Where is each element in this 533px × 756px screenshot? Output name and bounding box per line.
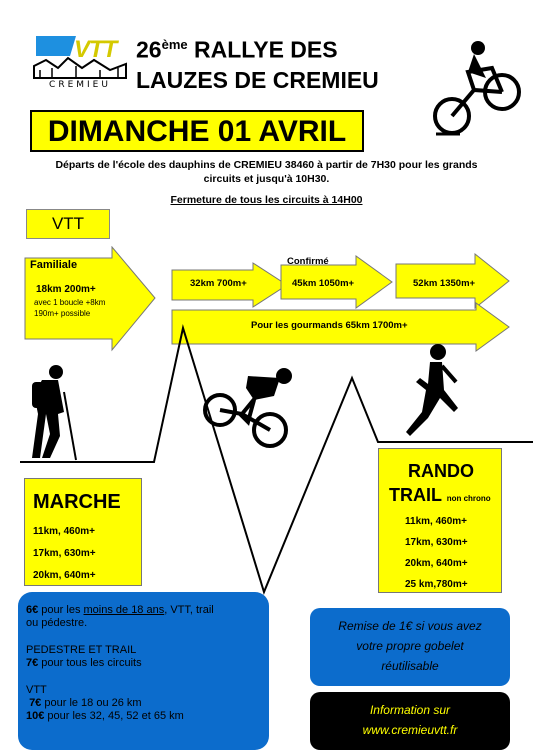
remise-line3: réutilisable	[381, 659, 439, 673]
familiale-title: Familiale	[30, 259, 78, 271]
list-item: 17km, 630m+	[405, 537, 468, 548]
information-box	[310, 692, 510, 750]
hiker-icon	[28, 364, 90, 462]
familiale-note2: 190m+ possible	[34, 309, 91, 318]
list-item: 17km, 630m+	[33, 548, 96, 559]
remise-box	[310, 608, 510, 686]
date-banner: DIMANCHE 01 AVRIL	[30, 110, 364, 152]
title-line2: LAUZES DE CREMIEU	[136, 66, 379, 93]
youth-line2: ou pédestre.	[26, 617, 88, 629]
rando-title: RANDO	[408, 461, 474, 481]
trail-subtitle: non chrono	[446, 494, 491, 503]
price-box	[18, 592, 269, 750]
list-item: 11km, 460m+	[405, 516, 467, 527]
vtt-price1: 7€	[29, 697, 42, 709]
runner-icon	[402, 342, 466, 442]
trail-label: TRAIL	[389, 485, 442, 505]
logo	[30, 30, 130, 92]
list-item: 20km, 640m+	[33, 570, 96, 581]
trail-title	[389, 485, 491, 506]
youth-rest: , VTT, trail	[164, 604, 214, 616]
vtt-rest1: pour le 18 ou 26 km	[41, 697, 142, 709]
pedestre-title: PEDESTRE ET TRAIL	[26, 644, 137, 656]
remise-line2: votre propre gobelet	[356, 639, 464, 653]
mtb-jump-icon	[430, 38, 528, 138]
marche-list	[33, 521, 96, 587]
rando-trail-box	[378, 448, 502, 593]
marche-box	[24, 478, 142, 586]
route-45-label: 45km 1050m+	[292, 278, 355, 289]
confirme-label: Confirmé	[287, 256, 329, 267]
pedestre-rest: pour tous les circuits	[38, 657, 142, 669]
youth-pre: pour les	[38, 604, 84, 616]
website-link[interactable]: www.cremieuvtt.fr	[362, 723, 458, 737]
vtt-rest2: pour les 32, 45, 52 et 65 km	[44, 710, 184, 722]
event-title	[136, 30, 396, 95]
logo-vtt-text: VTT	[74, 36, 117, 63]
information-line1: Information sur	[369, 703, 451, 717]
rando-list	[405, 511, 468, 595]
info-line1: Départs de l'école des dauphins de CREMIEU 38460 à partir de 7H30 pour les grands	[55, 159, 478, 171]
title-line1: RALLYE DES	[187, 36, 338, 63]
logo-cremieu-text: CREMIEU	[49, 80, 111, 90]
gourmands-label: Pour les gourmands 65km 1700m+	[251, 320, 408, 331]
remise-line1: Remise de 1€ si vous avez	[338, 619, 482, 633]
vtt-label: VTT	[26, 209, 110, 239]
vtt-price-title: VTT	[26, 684, 47, 696]
price-text	[26, 604, 214, 723]
route-52-label: 52km 1350m+	[413, 278, 476, 289]
familiale-distance: 18km 200m+	[36, 284, 96, 295]
closing-time: Fermeture de tous les circuits à 14H00	[170, 194, 363, 206]
list-item: 20km, 640m+	[405, 558, 468, 569]
departure-info	[20, 158, 513, 186]
vtt-price2: 10€	[26, 710, 45, 722]
pedestre-price: 7€	[26, 657, 39, 669]
info-line2: circuits et jusqu'à 10H30.	[203, 173, 330, 185]
title-number: 26	[136, 36, 162, 63]
youth-age-link: moins de 18 ans	[83, 604, 165, 616]
list-item: 11km, 460m+	[33, 526, 95, 537]
marche-title: MARCHE	[33, 491, 121, 513]
familiale-note1: avec 1 boucle +8km	[34, 298, 106, 307]
route-32-label: 32km 700m+	[190, 278, 247, 289]
list-item: 25 km,780m+	[405, 579, 468, 590]
cyclist-icon	[202, 366, 294, 452]
title-sup: ème	[161, 37, 188, 52]
youth-price: 6€	[26, 604, 39, 616]
